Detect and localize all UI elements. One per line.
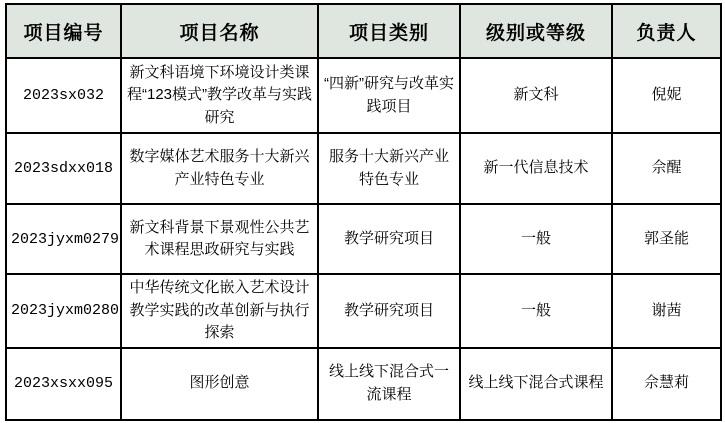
cell-project-level: 线上线下混合式课程 [460, 348, 612, 420]
cell-project-category: 教学研究项目 [318, 204, 460, 274]
cell-project-category: 线上线下混合式一流课程 [318, 348, 460, 420]
cell-project-category: 教学研究项目 [318, 274, 460, 348]
cell-project-name: 图形创意 [121, 348, 318, 420]
table-row [6, 58, 721, 133]
cell-project-leader: 佘醒 [612, 133, 721, 204]
project-table [5, 3, 722, 421]
cell-project-leader: 郭圣能 [612, 204, 721, 274]
cell-project-name: 数字媒体艺术服务十大新兴产业特色专业 [121, 133, 318, 204]
cell-project-level: 一般 [460, 274, 612, 348]
cell-project-id: 2023jyxm0280 [6, 274, 121, 348]
cell-project-id: 2023xsxx095 [6, 348, 121, 420]
cell-project-name: 新文科背景下景观性公共艺术课程思政研究与实践 [121, 204, 318, 274]
cell-project-leader: 谢茜 [612, 274, 721, 348]
header-project-category: 项目类别 [318, 4, 460, 58]
header-project-level: 级别或等级 [460, 4, 612, 58]
cell-project-level: 一般 [460, 204, 612, 274]
table-row [6, 133, 721, 204]
header-project-leader: 负责人 [612, 4, 721, 58]
header-project-name: 项目名称 [121, 4, 318, 58]
cell-project-leader: 倪妮 [612, 58, 721, 133]
table-row [6, 204, 721, 274]
cell-project-name: 新文科语境下环境设计类课程“123模式”教学改革与实践研究 [121, 58, 318, 133]
cell-project-level: 新文科 [460, 58, 612, 133]
table-header-row [6, 4, 721, 58]
cell-project-category: “四新”研究与改革实践项目 [318, 58, 460, 133]
cell-project-id: 2023sx032 [6, 58, 121, 133]
cell-project-id: 2023sdxx018 [6, 133, 121, 204]
cell-project-level: 新一代信息技术 [460, 133, 612, 204]
cell-project-id: 2023jyxm0279 [6, 204, 121, 274]
cell-project-name: 中华传统文化嵌入艺术设计教学实践的改革创新与执行探索 [121, 274, 318, 348]
cell-project-leader: 佘慧莉 [612, 348, 721, 420]
table-row [6, 348, 721, 420]
table-row [6, 274, 721, 348]
header-project-id: 项目编号 [6, 4, 121, 58]
cell-project-category: 服务十大新兴产业特色专业 [318, 133, 460, 204]
